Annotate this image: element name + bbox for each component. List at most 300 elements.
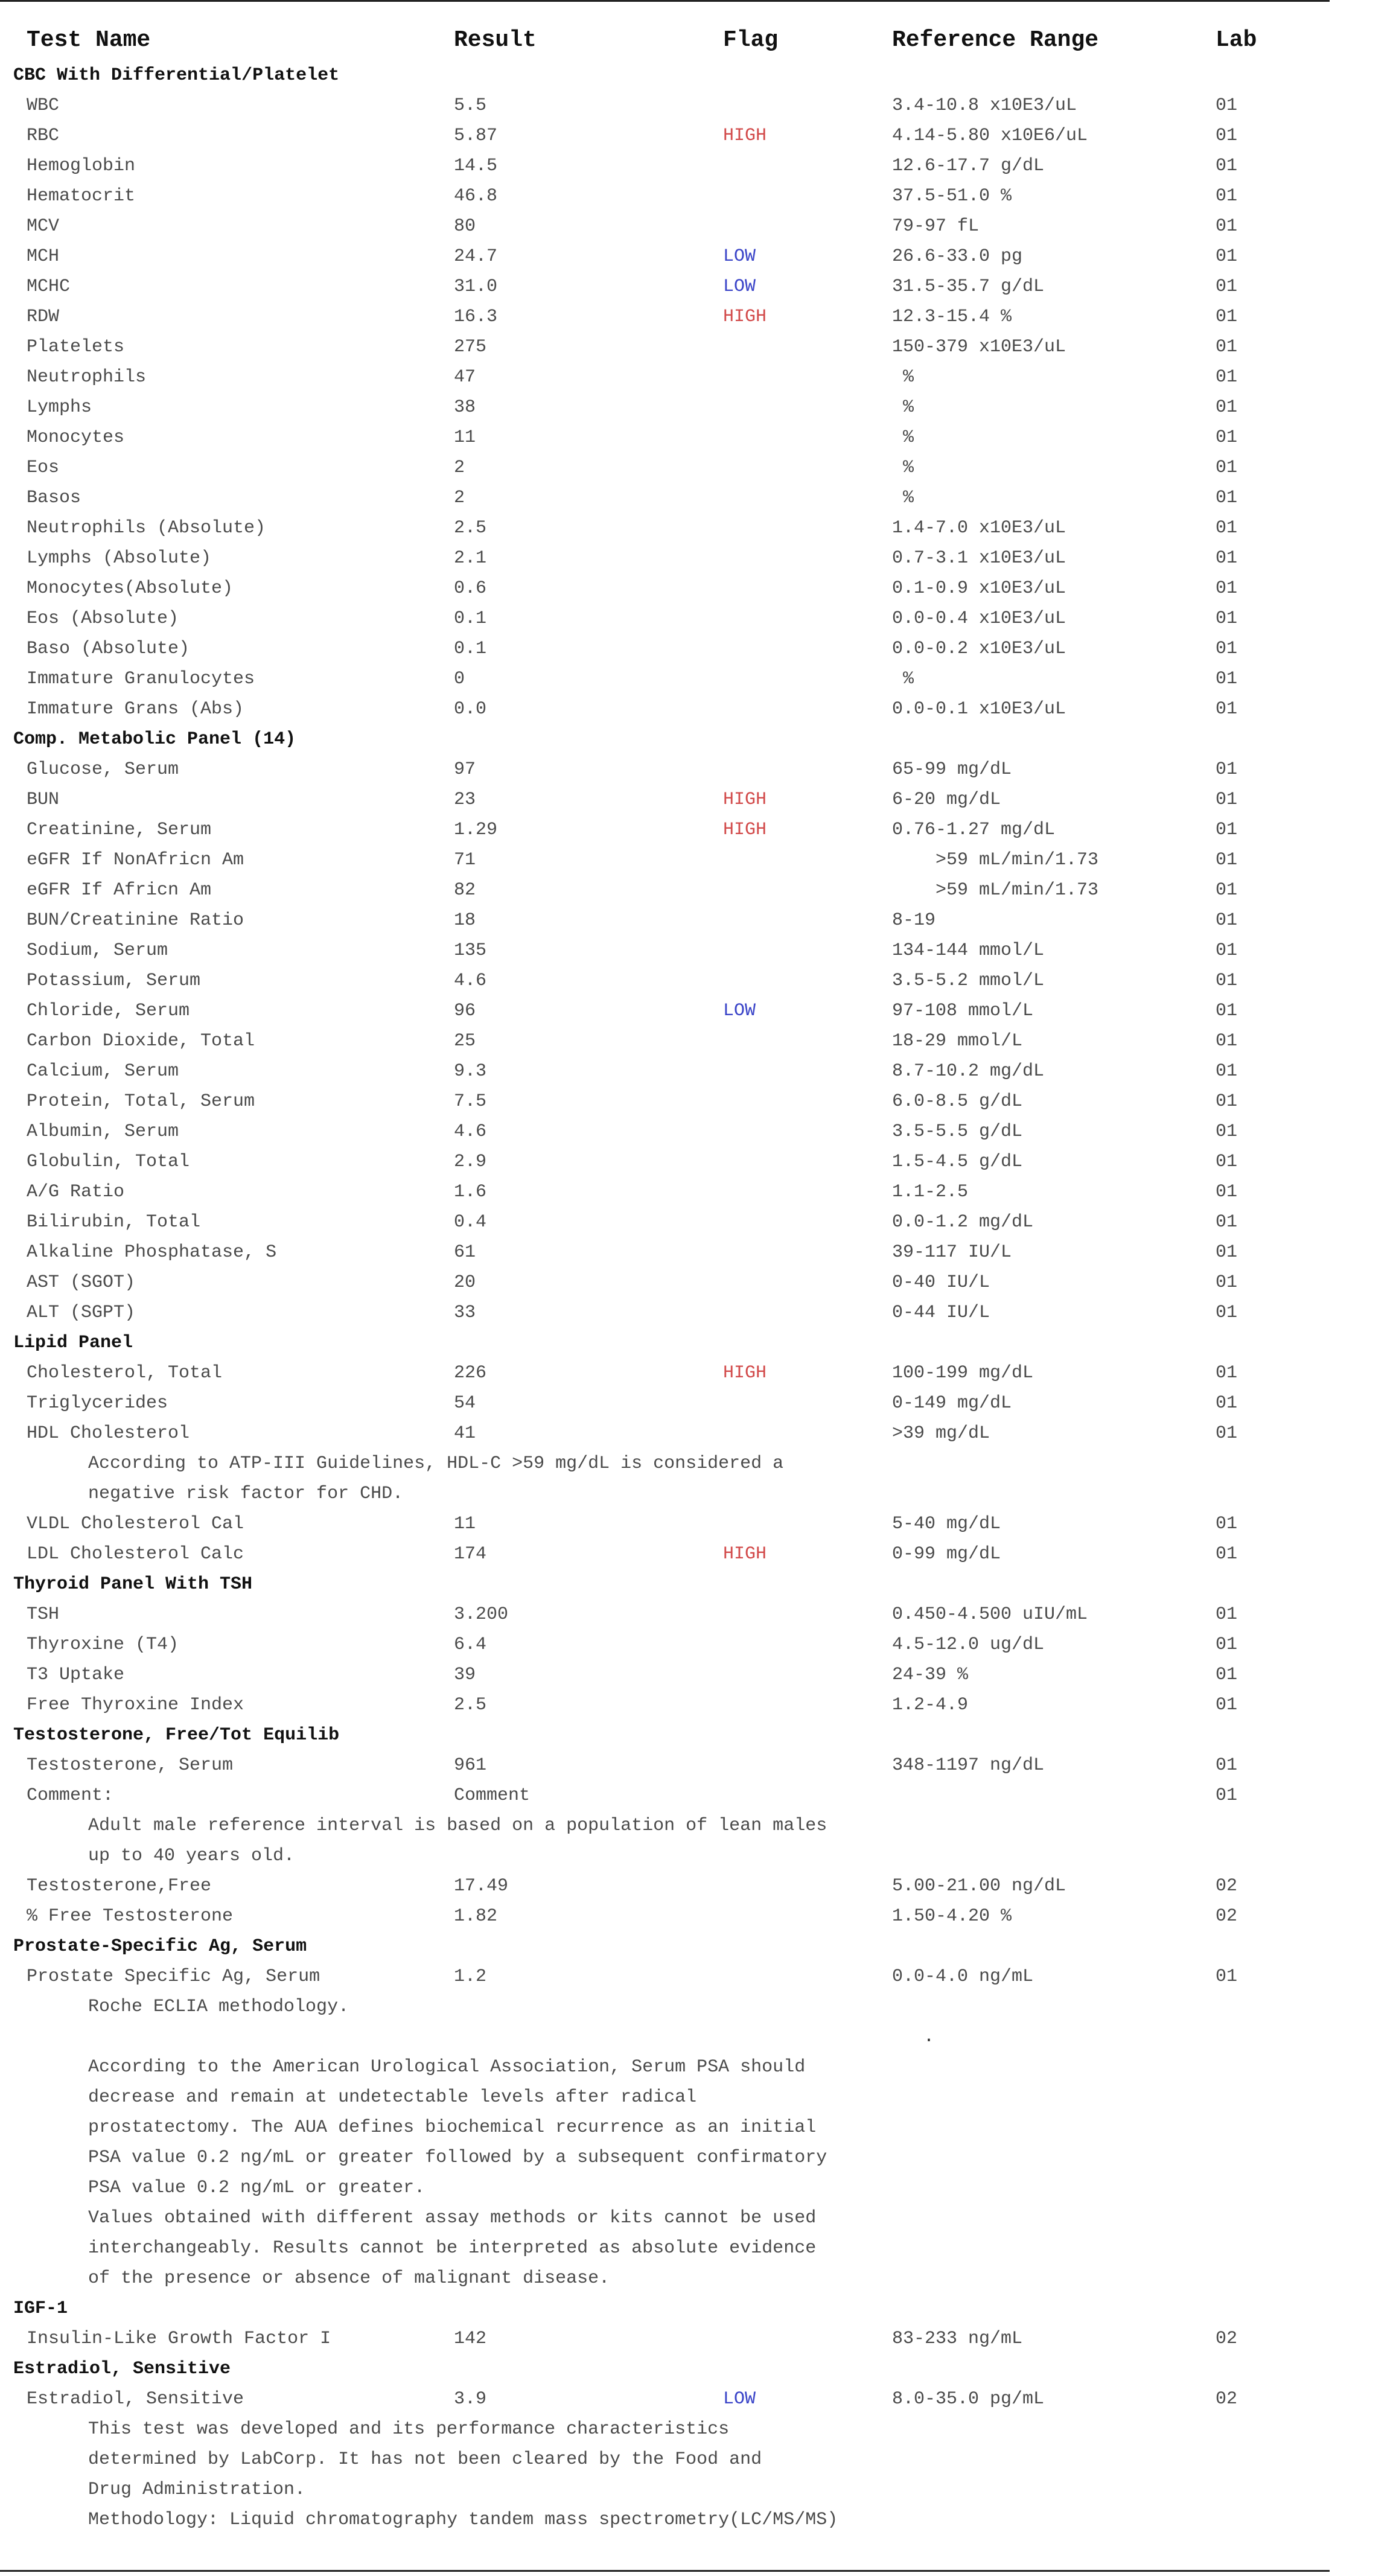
lab-cell: 01 xyxy=(1216,1665,1238,1685)
reference-range-cell: 6.0-8.5 g/dL xyxy=(892,1091,1023,1112)
result-row xyxy=(0,1207,1330,1237)
lab-cell: 01 xyxy=(1216,367,1238,387)
result-cell: 46.8 xyxy=(454,186,498,206)
reference-range-cell: 1.5-4.5 g/dL xyxy=(892,1152,1023,1172)
lab-results-report xyxy=(0,60,1330,2535)
comment-line: negative risk factor for CHD. xyxy=(88,1484,404,1504)
lab-cell: 01 xyxy=(1216,307,1238,327)
result-row xyxy=(0,332,1330,362)
reference-range-cell: 83-233 ng/mL xyxy=(892,2329,1023,2349)
result-cell: Comment xyxy=(454,1785,531,1806)
lab-cell: 01 xyxy=(1216,699,1238,719)
reference-range-cell: 5-40 mg/dL xyxy=(892,1514,1001,1534)
lab-cell: 01 xyxy=(1216,276,1238,297)
lab-cell: 01 xyxy=(1216,156,1238,176)
result-cell: 0.1 xyxy=(454,608,487,629)
result-row xyxy=(0,1539,1330,1569)
test-name-cell: Triglycerides xyxy=(27,1393,168,1414)
lab-cell: 02 xyxy=(1216,2329,1238,2349)
reference-range-cell: % xyxy=(892,367,914,387)
result-cell: 71 xyxy=(454,850,476,870)
lab-cell: 01 xyxy=(1216,1695,1238,1715)
result-row xyxy=(0,1237,1330,1267)
lab-cell: 01 xyxy=(1216,246,1238,267)
result-cell: 2.9 xyxy=(454,1152,487,1172)
result-cell: 5.5 xyxy=(454,95,487,116)
lab-cell: 01 xyxy=(1216,1423,1238,1444)
lab-cell: 01 xyxy=(1216,397,1238,418)
test-name-cell: Hematocrit xyxy=(27,186,136,206)
result-cell: 54 xyxy=(454,1393,476,1414)
lab-cell: 01 xyxy=(1216,337,1238,357)
test-name-cell: RBC xyxy=(27,126,60,146)
test-name-cell: Free Thyroxine Index xyxy=(27,1695,244,1715)
reference-range-cell: 8-19 xyxy=(892,910,936,931)
result-cell: 1.29 xyxy=(454,820,498,840)
comment-line: According to the American Urological Association, Serum PSA should xyxy=(88,2057,806,2077)
result-cell: 33 xyxy=(454,1302,476,1323)
flag-cell: LOW xyxy=(723,2389,756,2409)
result-cell: 3.200 xyxy=(454,1604,509,1625)
result-row xyxy=(0,2324,1330,2354)
comment-line: Drug Administration. xyxy=(88,2479,306,2500)
result-cell: 0.4 xyxy=(454,1212,487,1232)
reference-range-cell: 150-379 x10E3/uL xyxy=(892,337,1066,357)
section-heading: IGF-1 xyxy=(13,2298,68,2319)
lab-cell: 01 xyxy=(1216,1785,1238,1806)
test-name-cell: LDL Cholesterol Calc xyxy=(27,1544,244,1564)
result-row xyxy=(0,453,1330,483)
flag-cell: HIGH xyxy=(723,789,767,810)
reference-range-cell: 0.1-0.9 x10E3/uL xyxy=(892,578,1066,599)
test-name-cell: RDW xyxy=(27,307,60,327)
section-heading: Estradiol, Sensitive xyxy=(13,2359,231,2379)
reference-range-cell: 4.14-5.80 x10E6/uL xyxy=(892,126,1088,146)
comment-line: prostatectomy. The AUA defines biochemical recurrence as an initial xyxy=(88,2117,817,2138)
test-name-cell: TSH xyxy=(27,1604,60,1625)
result-cell: 14.5 xyxy=(454,156,498,176)
result-row xyxy=(0,241,1330,272)
lab-cell: 01 xyxy=(1216,1604,1238,1625)
test-name-cell: Monocytes(Absolute) xyxy=(27,578,234,599)
section-heading: Testosterone, Free/Tot Equilib xyxy=(13,1725,340,1745)
result-row xyxy=(0,1962,1330,1992)
lab-cell: 01 xyxy=(1216,457,1238,478)
lab-cell: 01 xyxy=(1216,95,1238,116)
lab-cell: 01 xyxy=(1216,971,1238,991)
separator-dot: . xyxy=(923,2027,935,2047)
test-name-cell: Lymphs (Absolute) xyxy=(27,548,212,569)
lab-cell: 01 xyxy=(1216,820,1238,840)
column-header-result: Result xyxy=(454,27,537,53)
lab-cell: 01 xyxy=(1216,1121,1238,1142)
result-row xyxy=(0,151,1330,181)
lab-cell: 01 xyxy=(1216,578,1238,599)
reference-range-cell: >39 mg/dL xyxy=(892,1423,990,1444)
test-name-cell: Chloride, Serum xyxy=(27,1001,190,1021)
result-cell: 3.9 xyxy=(454,2389,487,2409)
result-cell: 20 xyxy=(454,1272,476,1293)
result-cell: 142 xyxy=(454,2329,487,2349)
lab-cell: 01 xyxy=(1216,759,1238,780)
reference-range-cell: 8.7-10.2 mg/dL xyxy=(892,1061,1045,1082)
reference-range-cell: 18-29 mmol/L xyxy=(892,1031,1023,1051)
section-heading: CBC With Differential/Platelet xyxy=(13,65,340,86)
result-cell: 31.0 xyxy=(454,276,498,297)
result-cell: 96 xyxy=(454,1001,476,1021)
reference-range-cell: % xyxy=(892,427,914,448)
test-name-cell: AST (SGOT) xyxy=(27,1272,136,1293)
lab-cell: 01 xyxy=(1216,1152,1238,1172)
comment-line: decrease and remain at undetectable levels after radical xyxy=(88,2087,697,2108)
test-name-cell: Albumin, Serum xyxy=(27,1121,179,1142)
reference-range-cell: 134-144 mmol/L xyxy=(892,940,1045,961)
reference-range-cell: 6-20 mg/dL xyxy=(892,789,1001,810)
result-cell: 24.7 xyxy=(454,246,498,267)
result-row xyxy=(0,483,1330,513)
result-cell: 4.6 xyxy=(454,1121,487,1142)
result-row xyxy=(0,121,1330,151)
comment-line: According to ATP-III Guidelines, HDL-C >59 mg/dL is considered a xyxy=(88,1453,784,1474)
result-cell: 2 xyxy=(454,457,465,478)
result-cell: 0.6 xyxy=(454,578,487,599)
lab-cell: 01 xyxy=(1216,639,1238,659)
lab-cell: 01 xyxy=(1216,1363,1238,1383)
section-heading: Lipid Panel xyxy=(13,1333,133,1353)
result-cell: 47 xyxy=(454,367,476,387)
result-cell: 39 xyxy=(454,1665,476,1685)
result-cell: 226 xyxy=(454,1363,487,1383)
result-row xyxy=(0,1781,1330,1811)
flag-cell: LOW xyxy=(723,276,756,297)
result-row xyxy=(0,1358,1330,1388)
test-name-cell: Eos (Absolute) xyxy=(27,608,179,629)
reference-range-cell: % xyxy=(892,397,914,418)
reference-range-cell: 26.6-33.0 pg xyxy=(892,246,1023,267)
test-name-cell: A/G Ratio xyxy=(27,1182,125,1202)
result-cell: 961 xyxy=(454,1755,487,1776)
test-name-cell: Immature Granulocytes xyxy=(27,669,255,689)
flag-cell: HIGH xyxy=(723,1544,767,1564)
lab-cell: 01 xyxy=(1216,186,1238,206)
reference-range-cell: 1.4-7.0 x10E3/uL xyxy=(892,518,1066,538)
result-row xyxy=(0,1177,1330,1207)
test-name-cell: HDL Cholesterol xyxy=(27,1423,190,1444)
lab-cell: 01 xyxy=(1216,1393,1238,1414)
result-cell: 0 xyxy=(454,669,465,689)
lab-cell: 01 xyxy=(1216,1182,1238,1202)
reference-range-cell: 65-99 mg/dL xyxy=(892,759,1012,780)
reference-range-cell: 0.0-0.1 x10E3/uL xyxy=(892,699,1066,719)
result-row xyxy=(0,392,1330,422)
comment-line: up to 40 years old. xyxy=(88,1846,295,1866)
test-name-cell: Insulin-Like Growth Factor I xyxy=(27,2329,331,2349)
result-cell: 18 xyxy=(454,910,476,931)
result-row xyxy=(0,543,1330,573)
lab-cell: 01 xyxy=(1216,940,1238,961)
result-row xyxy=(0,1026,1330,1056)
test-name-cell: BUN/Creatinine Ratio xyxy=(27,910,244,931)
result-row xyxy=(0,362,1330,392)
lab-cell: 02 xyxy=(1216,1876,1238,1896)
lab-cell: 01 xyxy=(1216,1302,1238,1323)
section-heading: Prostate-Specific Ag, Serum xyxy=(13,1936,307,1957)
reference-range-cell: % xyxy=(892,669,914,689)
lab-cell: 01 xyxy=(1216,518,1238,538)
test-name-cell: Baso (Absolute) xyxy=(27,639,190,659)
result-row xyxy=(0,1599,1330,1630)
test-name-cell: Alkaline Phosphatase, S xyxy=(27,1242,277,1263)
flag-cell: LOW xyxy=(723,1001,756,1021)
test-name-cell: VLDL Cholesterol Cal xyxy=(27,1514,244,1534)
flag-cell: HIGH xyxy=(723,307,767,327)
test-name-cell: Testosterone, Serum xyxy=(27,1755,234,1776)
result-row xyxy=(0,966,1330,996)
column-header-flag: Flag xyxy=(723,27,779,53)
reference-range-cell: 0.0-0.2 x10E3/uL xyxy=(892,639,1066,659)
reference-range-cell: 0-99 mg/dL xyxy=(892,1544,1001,1564)
result-cell: 2.5 xyxy=(454,1695,487,1715)
lab-cell: 01 xyxy=(1216,1514,1238,1534)
result-cell: 1.82 xyxy=(454,1906,498,1927)
lab-cell: 01 xyxy=(1216,548,1238,569)
test-name-cell: ALT (SGPT) xyxy=(27,1302,136,1323)
test-name-cell: Creatinine, Serum xyxy=(27,820,212,840)
reference-range-cell: 1.50-4.20 % xyxy=(892,1906,1012,1927)
lab-cell: 01 xyxy=(1216,1061,1238,1082)
lab-cell: 01 xyxy=(1216,216,1238,237)
result-row xyxy=(0,1056,1330,1086)
test-name-cell: Glucose, Serum xyxy=(27,759,179,780)
lab-cell: 01 xyxy=(1216,1755,1238,1776)
test-name-cell: Carbon Dioxide, Total xyxy=(27,1031,255,1051)
reference-range-cell: 1.2-4.9 xyxy=(892,1695,969,1715)
lab-cell: 01 xyxy=(1216,880,1238,901)
lab-cell: 02 xyxy=(1216,2389,1238,2409)
test-name-cell: Lymphs xyxy=(27,397,92,418)
test-name-cell: Prostate Specific Ag, Serum xyxy=(27,1966,320,1987)
test-name-cell: MCHC xyxy=(27,276,71,297)
comment-line: of the presence or absence of malignant disease. xyxy=(88,2268,610,2289)
result-cell: 23 xyxy=(454,789,476,810)
result-row xyxy=(0,573,1330,604)
reference-range-cell: 0.0-4.0 ng/mL xyxy=(892,1966,1034,1987)
reference-range-cell: 5.00-21.00 ng/dL xyxy=(892,1876,1066,1896)
test-name-cell: T3 Uptake xyxy=(27,1665,125,1685)
lab-cell: 01 xyxy=(1216,789,1238,810)
reference-range-cell: >59 mL/min/1.73 xyxy=(892,850,1099,870)
reference-range-cell: 348-1197 ng/dL xyxy=(892,1755,1045,1776)
test-name-cell: Globulin, Total xyxy=(27,1152,190,1172)
result-row xyxy=(0,905,1330,936)
reference-range-cell: % xyxy=(892,488,914,508)
comment-line: Roche ECLIA methodology. xyxy=(88,1997,349,2017)
reference-range-cell: 0-149 mg/dL xyxy=(892,1393,1012,1414)
test-name-cell: Protein, Total, Serum xyxy=(27,1091,255,1112)
comment-line: Adult male reference interval is based on a population of lean males xyxy=(88,1816,827,1836)
result-cell: 97 xyxy=(454,759,476,780)
result-cell: 5.87 xyxy=(454,126,498,146)
result-cell: 0.0 xyxy=(454,699,487,719)
lab-cell: 01 xyxy=(1216,1634,1238,1655)
test-name-cell: MCH xyxy=(27,246,60,267)
result-row xyxy=(0,272,1330,302)
reference-range-cell: 0-44 IU/L xyxy=(892,1302,990,1323)
result-row xyxy=(0,513,1330,543)
lab-cell: 01 xyxy=(1216,1242,1238,1263)
result-cell: 6.4 xyxy=(454,1634,487,1655)
result-cell: 38 xyxy=(454,397,476,418)
test-name-cell: Hemoglobin xyxy=(27,156,136,176)
test-name-cell: WBC xyxy=(27,95,60,116)
comment-line: Methodology: Liquid chromatography tandem mass spectrometry(LC/MS/MS) xyxy=(88,2510,838,2530)
reference-range-cell: 3.5-5.2 mmol/L xyxy=(892,971,1045,991)
result-cell: 16.3 xyxy=(454,307,498,327)
result-row xyxy=(0,936,1330,966)
test-name-cell: Cholesterol, Total xyxy=(27,1363,223,1383)
result-row xyxy=(0,996,1330,1026)
test-name-cell: Sodium, Serum xyxy=(27,940,168,961)
top-rule xyxy=(0,0,1330,2)
result-cell: 11 xyxy=(454,427,476,448)
result-row xyxy=(0,1509,1330,1539)
result-cell: 2.5 xyxy=(454,518,487,538)
lab-cell: 01 xyxy=(1216,910,1238,931)
reference-range-cell: 24-39 % xyxy=(892,1665,969,1685)
result-cell: 82 xyxy=(454,880,476,901)
result-cell: 275 xyxy=(454,337,487,357)
reference-range-cell: 1.1-2.5 xyxy=(892,1182,969,1202)
result-row xyxy=(0,1660,1330,1690)
lab-cell: 01 xyxy=(1216,126,1238,146)
result-cell: 61 xyxy=(454,1242,476,1263)
flag-cell: HIGH xyxy=(723,820,767,840)
result-row xyxy=(0,302,1330,332)
test-name-cell: % Free Testosterone xyxy=(27,1906,234,1927)
test-name-cell: eGFR If NonAfricn Am xyxy=(27,850,244,870)
test-name-cell: Testosterone,Free xyxy=(27,1876,212,1896)
separator-line xyxy=(0,2022,1330,2052)
lab-cell: 01 xyxy=(1216,1031,1238,1051)
test-name-cell: Potassium, Serum xyxy=(27,971,201,991)
test-name-cell: Eos xyxy=(27,457,60,478)
result-cell: 1.2 xyxy=(454,1966,487,1987)
result-row xyxy=(0,91,1330,121)
reference-range-cell: 12.6-17.7 g/dL xyxy=(892,156,1045,176)
reference-range-cell: % xyxy=(892,457,914,478)
result-row xyxy=(0,1267,1330,1298)
lab-cell: 01 xyxy=(1216,608,1238,629)
lab-cell: 01 xyxy=(1216,1212,1238,1232)
comment-line: PSA value 0.2 ng/mL or greater. xyxy=(88,2178,425,2198)
result-row xyxy=(0,1690,1330,1720)
result-row xyxy=(0,1630,1330,1660)
test-name-cell: Neutrophils xyxy=(27,367,147,387)
result-row xyxy=(0,211,1330,241)
result-cell: 9.3 xyxy=(454,1061,487,1082)
reference-range-cell: 0.0-1.2 mg/dL xyxy=(892,1212,1034,1232)
result-row xyxy=(0,875,1330,905)
test-name-cell: Basos xyxy=(27,488,81,508)
lab-cell: 01 xyxy=(1216,488,1238,508)
column-header-reference-range: Reference Range xyxy=(892,27,1099,53)
lab-cell: 01 xyxy=(1216,1272,1238,1293)
reference-range-cell: 97-108 mmol/L xyxy=(892,1001,1034,1021)
comment-line: PSA value 0.2 ng/mL or greater followed by a subsequent confirmatory xyxy=(88,2147,827,2168)
result-row xyxy=(0,845,1330,875)
reference-range-cell: 39-117 IU/L xyxy=(892,1242,1012,1263)
reference-range-cell: 0.0-0.4 x10E3/uL xyxy=(892,608,1066,629)
reference-range-cell: 100-199 mg/dL xyxy=(892,1363,1034,1383)
reference-range-cell: 0-40 IU/L xyxy=(892,1272,990,1293)
result-row xyxy=(0,1298,1330,1328)
result-cell: 7.5 xyxy=(454,1091,487,1112)
test-name-cell: Calcium, Serum xyxy=(27,1061,179,1082)
test-name-cell: Platelets xyxy=(27,337,125,357)
result-cell: 25 xyxy=(454,1031,476,1051)
result-cell: 11 xyxy=(454,1514,476,1534)
result-cell: 135 xyxy=(454,940,487,961)
result-cell: 2 xyxy=(454,488,465,508)
result-row xyxy=(0,1871,1330,1901)
lab-cell: 01 xyxy=(1216,1001,1238,1021)
test-name-cell: Bilirubin, Total xyxy=(27,1212,201,1232)
comment-line: This test was developed and its performance characteristics xyxy=(88,2419,730,2440)
lab-cell: 02 xyxy=(1216,1906,1238,1927)
lab-cell: 01 xyxy=(1216,1966,1238,1987)
lab-cell: 01 xyxy=(1216,669,1238,689)
result-row xyxy=(0,1388,1330,1418)
column-header-lab: Lab xyxy=(1216,27,1257,53)
bottom-rule xyxy=(0,2570,1330,2572)
lab-cell: 01 xyxy=(1216,427,1238,448)
flag-cell: LOW xyxy=(723,246,756,267)
test-name-cell: Estradiol, Sensitive xyxy=(27,2389,244,2409)
result-row xyxy=(0,604,1330,634)
result-row xyxy=(0,1901,1330,1931)
result-cell: 0.1 xyxy=(454,639,487,659)
comment-line: determined by LabCorp. It has not been cleared by the Food and xyxy=(88,2449,762,2470)
result-cell: 174 xyxy=(454,1544,487,1564)
result-row xyxy=(0,1750,1330,1781)
result-cell: 4.6 xyxy=(454,971,487,991)
test-name-cell: eGFR If Africn Am xyxy=(27,880,212,901)
test-name-cell: Thyroxine (T4) xyxy=(27,1634,179,1655)
test-name-cell: Neutrophils (Absolute) xyxy=(27,518,266,538)
test-name-cell: Comment: xyxy=(27,1785,114,1806)
result-row xyxy=(0,181,1330,211)
reference-range-cell: 4.5-12.0 ug/dL xyxy=(892,1634,1045,1655)
section-heading: Thyroid Panel With TSH xyxy=(13,1574,253,1595)
reference-range-cell: >59 mL/min/1.73 xyxy=(892,880,1099,901)
result-row xyxy=(0,2384,1330,2414)
flag-cell: HIGH xyxy=(723,126,767,146)
lab-cell: 01 xyxy=(1216,1091,1238,1112)
test-name-cell: Immature Grans (Abs) xyxy=(27,699,244,719)
result-row xyxy=(0,785,1330,815)
reference-range-cell: 3.4-10.8 x10E3/uL xyxy=(892,95,1077,116)
lab-cell: 01 xyxy=(1216,850,1238,870)
result-row xyxy=(0,694,1330,724)
column-header-test-name: Test Name xyxy=(27,27,151,53)
reference-range-cell: 0.7-3.1 x10E3/uL xyxy=(892,548,1066,569)
result-cell: 17.49 xyxy=(454,1876,509,1896)
reference-range-cell: 79-97 fL xyxy=(892,216,980,237)
result-row xyxy=(0,1086,1330,1117)
comment-line: interchangeably. Results cannot be interpreted as absolute evidence xyxy=(88,2238,817,2259)
result-row xyxy=(0,1147,1330,1177)
result-cell: 41 xyxy=(454,1423,476,1444)
